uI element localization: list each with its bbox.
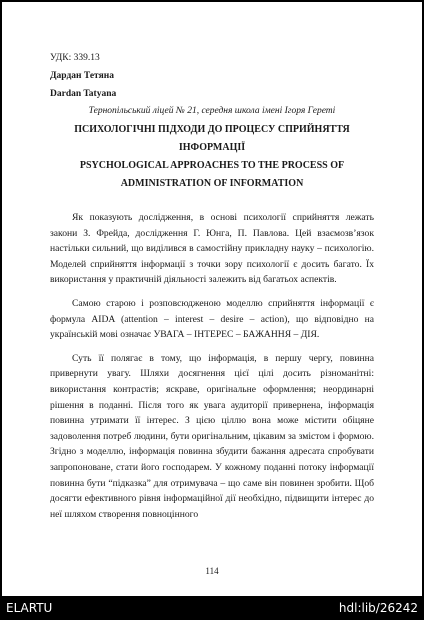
affiliation: Тернопільський ліцей № 21, середня школа імені Ігоря Гереті: [88, 106, 336, 116]
paragraph-1: Як показують дослідження, в основі психології сприйняття лежать закони З. Фрейда, дослідження Г. Юнга, П. Павлова. Цей взаємозв’язок настільки сильний, що виділився в самостійну прикладну науку – психологію. Моделей сприйняття інформації з точки зору психології є досить багато. Їх використання у практичній діяльності залежить від багатьох аспектів.: [50, 212, 374, 286]
page-number: 114: [205, 566, 219, 576]
udc-code: УДК: 339.13: [50, 53, 100, 63]
title-en: PSYCHOLOGICAL APPROACHES TO THE PROCESS OF ADMINISTRATION OF INFORMATION: [79, 160, 345, 189]
body-text: [50, 210, 374, 522]
author-ua: Дардан Тетяна: [50, 71, 114, 81]
footer-repository-label[interactable]: ELARTU: [6, 601, 53, 615]
footer-bar: [0, 598, 424, 620]
footer-handle-link[interactable]: hdl:lib/26242: [338, 601, 418, 615]
paragraph-2: Самою старою і розповсюдженою моделлю сприйняття інформації є формула AIDA (attention – interest – desire – action), що відповідно на українській мові означає УВАГА – ІНТЕРЕС – БАЖАННЯ – ДІЯ.: [50, 297, 374, 341]
title-ua: ПСИХОЛОГІЧНІ ПІДХОДИ ДО ПРОЦЕСУ СПРИЙНЯТТЯ ІНФОРМАЦІЇ: [74, 124, 350, 153]
paragraph-3: Суть її полягає в тому, що інформація, в першу чергу, повинна привернути увагу. Шляхи досягнення цієї цілі досить різноманітні: використання контрастів; яскраве, оригінальне оформлення; неординарні рішення в поданні. Після того як увага аудиторії привернена, інформація повинна утримати її інтерес. З цією ціллю вона може містити обіцяне задоволення потреб людини, бути оригінальним, цікавим за змістом і формою. Згідно з моделлю, інформація повинна збудити бажання адресата спробувати запропоноване, стати його господарем. У кожному поданні потоку інформації повинна бути “підказка” для отримувача – що саме він повинен зробити. Щоб досягти ефективного рівня інформаційної дії необхідно, підвищити інтерес до неї шляхом створення повноцінного: [50, 352, 374, 520]
author-en: Dardan Tatyana: [50, 89, 117, 99]
